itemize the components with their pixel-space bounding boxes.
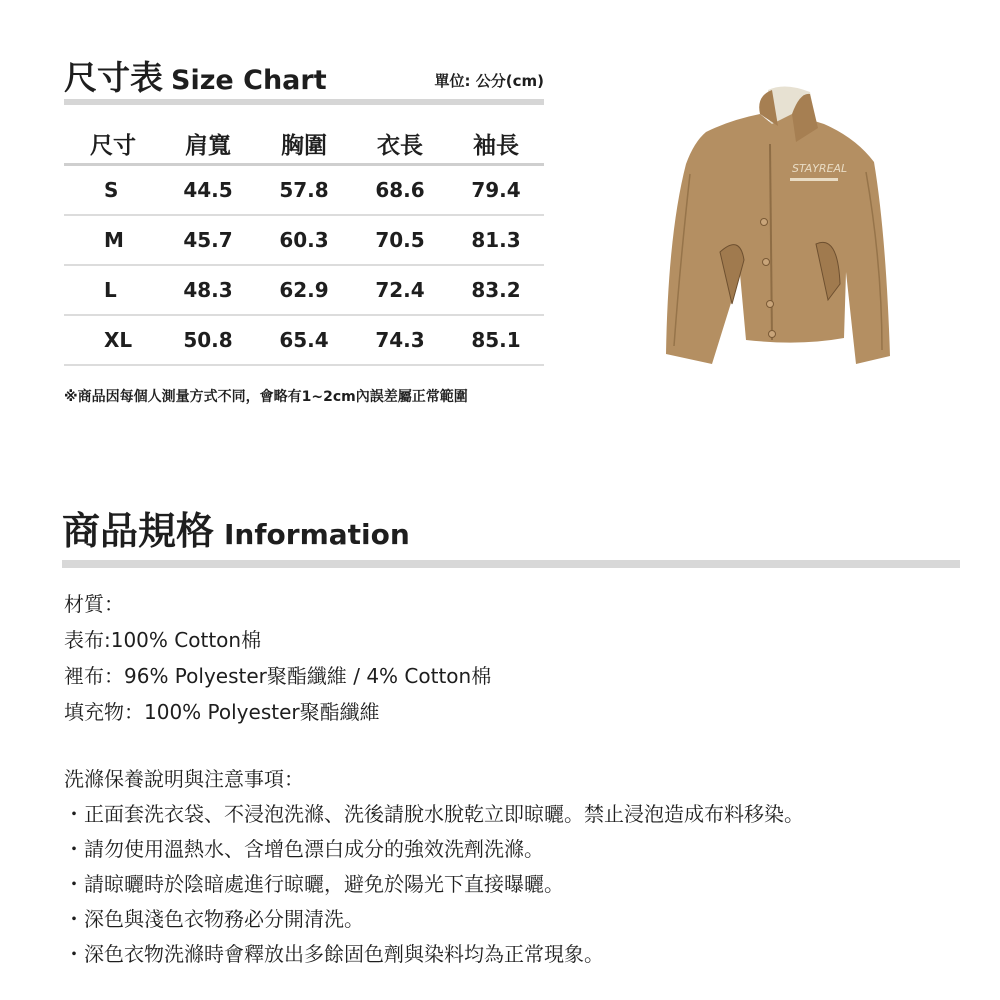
care-block bbox=[64, 762, 804, 972]
size-chart-note: ※商品因每個人測量方式不同，會略有1~2cm內誤差屬正常範圍 bbox=[64, 389, 468, 405]
care-item: ・深色與淺色衣物務必分開清洗。 bbox=[64, 907, 364, 931]
table-cell: 50.8 bbox=[160, 315, 256, 365]
care-item: ・正面套洗衣袋、不浸泡洗滌、洗後請脫水脫乾立即晾曬。禁止浸泡造成布料移染。 bbox=[64, 802, 804, 826]
material-label: 材質： bbox=[64, 592, 124, 616]
size-label: XL bbox=[64, 315, 160, 365]
size-chart-header bbox=[64, 48, 544, 98]
size-table-header-cell: 衣長 bbox=[352, 123, 448, 165]
info-title-en: Information bbox=[224, 518, 410, 551]
care-item: ・請勿使用溫熱水、含增色漂白成分的強效洗劑洗滌。 bbox=[64, 837, 544, 861]
table-cell: 68.6 bbox=[352, 165, 448, 216]
size-label: M bbox=[64, 215, 160, 265]
table-cell: 60.3 bbox=[256, 215, 352, 265]
size-table-header-cell: 胸圍 bbox=[256, 123, 352, 165]
info-divider bbox=[62, 560, 960, 568]
size-table-header-cell: 肩寬 bbox=[160, 123, 256, 165]
table-cell: 83.2 bbox=[448, 265, 544, 315]
table-cell: 45.7 bbox=[160, 215, 256, 265]
material-item: 填充物：100% Polyester聚酯纖維 bbox=[64, 700, 380, 724]
table-row bbox=[64, 215, 544, 265]
size-chart-divider bbox=[64, 99, 544, 105]
table-cell: 81.3 bbox=[448, 215, 544, 265]
table-cell: 72.4 bbox=[352, 265, 448, 315]
size-label: S bbox=[64, 165, 160, 216]
size-label: L bbox=[64, 265, 160, 315]
table-cell: 79.4 bbox=[448, 165, 544, 216]
info-title bbox=[62, 500, 410, 555]
size-table-header-row bbox=[64, 123, 544, 165]
table-row bbox=[64, 265, 544, 315]
care-label: 洗滌保養說明與注意事項： bbox=[64, 767, 304, 791]
size-chart-title-zh: 尺寸表 bbox=[64, 58, 163, 97]
info-title-zh: 商品規格 bbox=[62, 509, 215, 553]
size-chart-title-en: Size Chart bbox=[171, 65, 327, 96]
table-cell: 85.1 bbox=[448, 315, 544, 365]
material-item: 表布:100% Cotton棉 bbox=[64, 628, 262, 652]
size-table-header-cell: 尺寸 bbox=[64, 123, 160, 165]
size-chart-unit: 單位: 公分(cm) bbox=[434, 72, 544, 90]
material-item: 裡布：96% Polyester聚酯纖維 / 4% Cotton棉 bbox=[64, 664, 492, 688]
table-cell: 65.4 bbox=[256, 315, 352, 365]
size-chart-section bbox=[64, 48, 544, 405]
table-cell: 74.3 bbox=[352, 315, 448, 365]
table-cell: 44.5 bbox=[160, 165, 256, 216]
table-cell: 62.9 bbox=[256, 265, 352, 315]
jacket-logo-text: STAYREAL bbox=[792, 162, 848, 175]
size-table-header-cell: 袖長 bbox=[448, 123, 544, 165]
care-item: ・請晾曬時於陰暗處進行晾曬，避免於陽光下直接曝曬。 bbox=[64, 872, 564, 896]
size-table bbox=[64, 123, 544, 366]
table-row bbox=[64, 315, 544, 365]
table-cell: 57.8 bbox=[256, 165, 352, 216]
material-block bbox=[64, 586, 491, 730]
table-cell: 70.5 bbox=[352, 215, 448, 265]
jacket-product-image bbox=[660, 84, 910, 374]
table-row bbox=[64, 165, 544, 216]
size-chart-title bbox=[64, 52, 327, 99]
care-item: ・深色衣物洗滌時會釋放出多餘固色劑與染料均為正常現象。 bbox=[64, 942, 604, 966]
table-cell: 48.3 bbox=[160, 265, 256, 315]
